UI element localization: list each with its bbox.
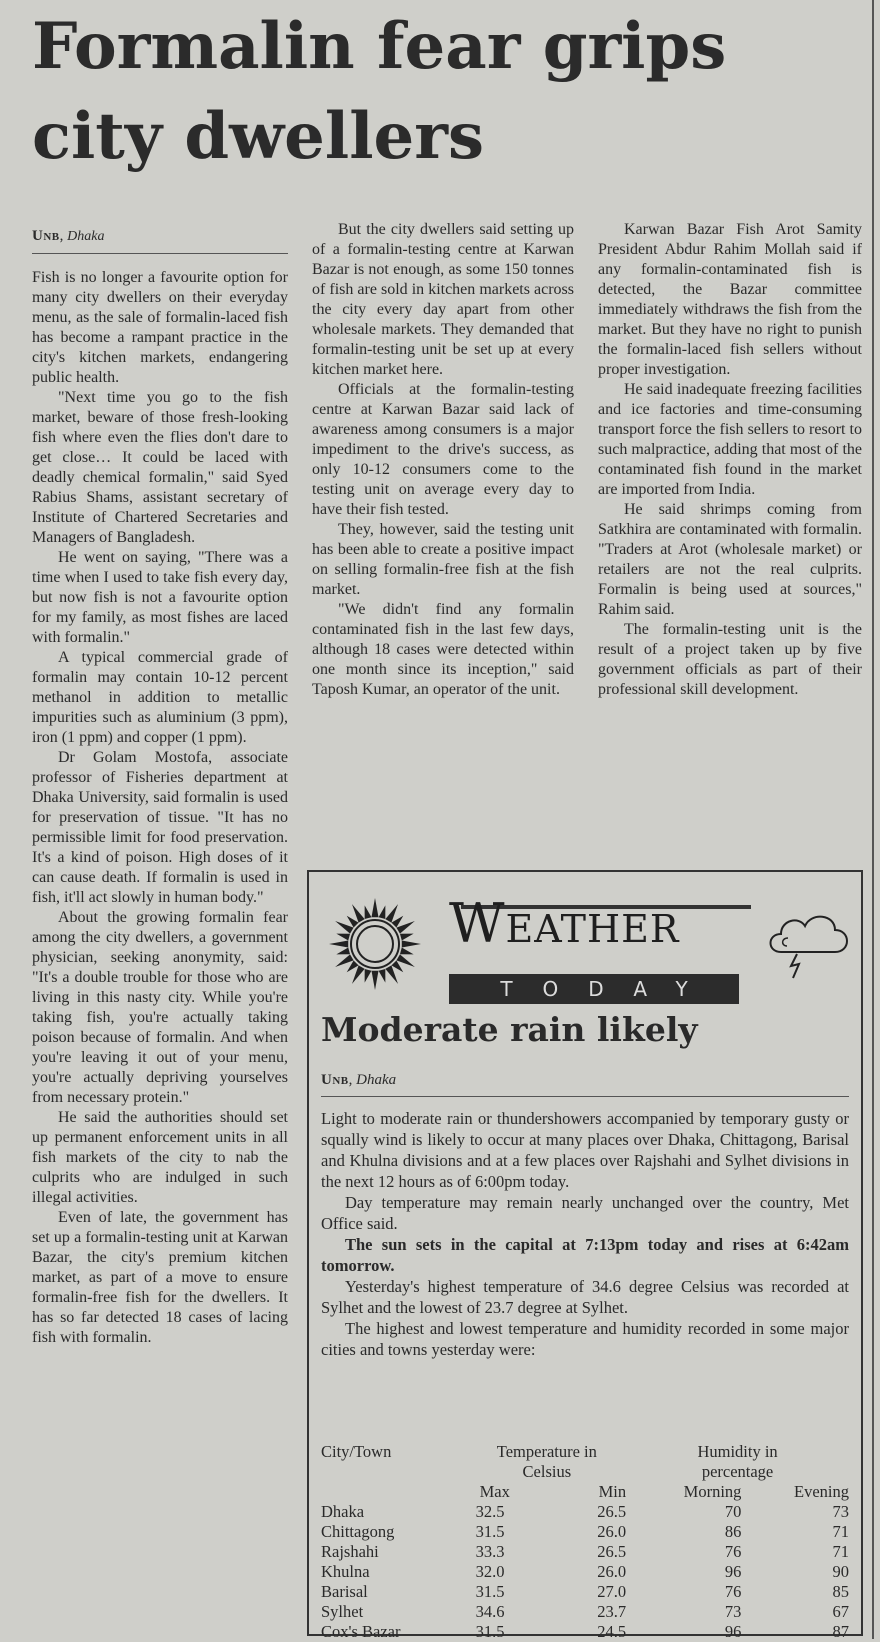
cell-morning: 76 bbox=[724, 1582, 742, 1601]
cell-morning: 76 bbox=[724, 1542, 742, 1561]
header-city: City/Town bbox=[321, 1442, 392, 1461]
cell-min: 26.5 bbox=[597, 1542, 627, 1561]
cell-city: Dhaka bbox=[321, 1502, 365, 1521]
paragraph: Even of late, the government has set up a formalin-testing unit at Karwan Bazar, the city's premium kitchen market, as part of a move to ensure formalin-free fish for the dwellers. It has so far detected 18 cases of lacing fish with formalin. bbox=[32, 1209, 288, 1346]
weather-paragraph: Day temperature may remain nearly unchanged over the country, Met Office said. bbox=[321, 1193, 849, 1233]
header-celsius: Celsius bbox=[522, 1462, 572, 1481]
cell-evening: 71 bbox=[832, 1542, 849, 1561]
weather-byline: Unb, Dhaka bbox=[321, 1070, 849, 1097]
paragraph: They, however, said the testing unit has been able to create a positive impact on selling formalin-free fish at the fish market. bbox=[312, 521, 574, 598]
header-min: Min bbox=[598, 1482, 627, 1501]
paragraph: About the growing formalin fear among the city dwellers, a government physician, seeking anonymity, said: "It's a double trouble for those who are living in this nasty city. While you're taking fish, you're actually taking poison because of formalin. And when you're leaving it out of your menu, you're actually depriving yourselves from necessary protein." bbox=[32, 909, 288, 1106]
byline-agency: Unb bbox=[32, 228, 60, 244]
cell-morning: 73 bbox=[724, 1602, 742, 1621]
byline: Unb, Dhaka bbox=[32, 226, 288, 254]
cell-max: 34.6 bbox=[475, 1602, 505, 1621]
paragraph: A typical commercial grade of formalin may contain 10-12 percent methanol in addition to metallic impurities such as aluminium (3 ppm), iron (1 ppm) and copper (1 ppm). bbox=[32, 649, 288, 746]
weather-headline: Moderate rain likely bbox=[321, 1010, 698, 1049]
header-temperature: Temperature in bbox=[496, 1442, 597, 1461]
paragraph: He said the authorities should set up permanent enforcement units in all fish markets of the city to nab the culprits who are indulged in such illegal activities. bbox=[32, 1109, 288, 1206]
header-humidity: Humidity in bbox=[697, 1442, 778, 1461]
weather-body bbox=[321, 1108, 849, 1360]
cell-min: 23.7 bbox=[597, 1602, 627, 1621]
table-row bbox=[321, 1602, 849, 1622]
cell-city: Sylhet bbox=[321, 1602, 364, 1621]
weather-paragraph: Light to moderate rain or thundershowers accompanied by temporary gusty or squally wind is likely to occur at many places over Dhaka, Chittagong, Barisal and Khulna divisions and at a few places over Rajshahi and Sylhet divisions in the next 12 hours as of 6:00pm today. bbox=[321, 1109, 849, 1191]
cell-evening: 90 bbox=[832, 1562, 849, 1581]
cell-morning: 96 bbox=[724, 1562, 742, 1581]
article-column-1 bbox=[32, 268, 288, 1348]
paragraph: Officials at the formalin-testing centre at Karwan Bazar said lack of awareness among consumers is a major impediment to the drive's success, as only 10-12 consumers come to the testing unit on average every day to have their fish tested. bbox=[312, 381, 574, 518]
cell-evening: 73 bbox=[832, 1502, 849, 1521]
cell-evening: 71 bbox=[832, 1522, 849, 1541]
weather-table bbox=[321, 1442, 849, 1642]
cell-max: 32.5 bbox=[475, 1502, 505, 1521]
weather-paragraph: Yesterday's highest temperature of 34.6 degree Celsius was recorded at Sylhet and the lowest of 23.7 degree at Sylhet. bbox=[321, 1277, 849, 1317]
cell-city: Barisal bbox=[321, 1582, 368, 1601]
cell-max: 31.5 bbox=[475, 1582, 505, 1601]
paragraph: He said inadequate freezing facilities and ice factories and time-consuming transport force the fish sellers to resort to such malpractice, adding that most of the contaminated fish found in the market are imported from India. bbox=[598, 381, 862, 498]
paragraph: The formalin-testing unit is the result of a project taken up by five government officials as part of their professional skill development. bbox=[598, 621, 862, 698]
column-rule bbox=[872, 0, 874, 1639]
table-row bbox=[321, 1622, 849, 1642]
cell-min: 26.0 bbox=[597, 1562, 627, 1581]
table-row bbox=[321, 1542, 849, 1562]
header-morning: Morning bbox=[683, 1482, 742, 1501]
cell-max: 31.5 bbox=[475, 1522, 505, 1541]
paragraph: But the city dwellers said setting up of a formalin-testing centre at Karwan Bazar is not enough, as some 150 tonnes of fish are sold in kitchen markets across the city every day apart from other wholesale markets. They demanded that formalin-testing unit be set up at every kitchen market here. bbox=[312, 221, 574, 378]
weather-paragraph: The highest and lowest temperature and humidity recorded in some major cities and towns yesterday were: bbox=[321, 1319, 849, 1359]
header-percentage: percentage bbox=[701, 1462, 774, 1481]
cell-city: Khulna bbox=[321, 1562, 370, 1581]
cell-min: 27.0 bbox=[597, 1582, 627, 1601]
cell-city: Cox's Bazar bbox=[321, 1622, 401, 1641]
header-evening: Evening bbox=[794, 1482, 849, 1501]
weather-box bbox=[307, 870, 863, 1641]
cell-evening: 85 bbox=[832, 1582, 849, 1601]
table-row bbox=[321, 1562, 849, 1582]
paragraph: Karwan Bazar Fish Arot Samity President Abdur Rahim Mollah said if any formalin-contaminated fish is detected, the Bazar committee immediately withdraws the fish from the market. But they have no right to punish the formalin-laced fish sellers without proper investigation. bbox=[598, 221, 862, 378]
cell-evening: 67 bbox=[832, 1602, 849, 1621]
sun-icon bbox=[325, 894, 425, 994]
cell-city: Chittagong bbox=[321, 1522, 395, 1541]
weather-logo bbox=[321, 882, 849, 1002]
thunder-cloud-icon bbox=[761, 902, 857, 982]
header-max: Max bbox=[479, 1482, 510, 1501]
table-row bbox=[321, 1582, 849, 1602]
paragraph: He went on saying, "There was a time when I used to take fish every day, but now fish is not a favourite option for my family, as most fishes are laced with formalin." bbox=[32, 549, 288, 646]
table-row bbox=[321, 1502, 849, 1522]
paragraph: "Next time you go to the fish market, beware of those fresh-looking fish where even the flies don't dare to get close… It could be laced with deadly chemical formalin," said Syed Rabius Shams, assistant secretary of Institute of Chartered Secretaries and Managers of Bangladesh. bbox=[32, 389, 288, 546]
paragraph: "We didn't find any formalin contaminated fish in the last few days, although 18 cases were detected within one month since its inception," said Taposh Kumar, an operator of the unit. bbox=[312, 601, 574, 698]
cell-morning: 96 bbox=[724, 1622, 742, 1641]
table-row bbox=[321, 1522, 849, 1542]
paragraph: Dr Golam Mostofa, associate professor of Fisheries department at Dhaka University, said formalin is used for preservation of tissue. "It has no permissible limit for food preservation. It's a kind of poison. High doses of it can cause death. If formalin is used in fish, it'll act slowly in human body." bbox=[32, 749, 288, 906]
cell-max: 33.3 bbox=[475, 1542, 505, 1561]
weather-logo-title: Weather bbox=[449, 892, 680, 955]
cell-min: 24.5 bbox=[597, 1622, 627, 1641]
weather-paragraph: The sun sets in the capital at 7:13pm today and rises at 6:42am tomorrow. bbox=[321, 1235, 849, 1275]
weather-byline-place: Dhaka bbox=[356, 1072, 397, 1088]
headline: Formalin fear grips city dwellers bbox=[32, 9, 727, 174]
cell-city: Rajshahi bbox=[321, 1542, 379, 1561]
cell-min: 26.0 bbox=[597, 1522, 627, 1541]
cell-evening: 87 bbox=[832, 1622, 849, 1641]
paragraph: Fish is no longer a favourite option for many city dwellers on their everyday menu, as the sale of formalin-laced fish has become a rampant practice in the city's kitchen markets, endangering public health. bbox=[32, 269, 288, 386]
article-column-3 bbox=[598, 220, 862, 700]
cell-min: 26.5 bbox=[597, 1502, 627, 1521]
paragraph: He said shrimps coming from Satkhira are contaminated with formalin. "Traders at Arot (wholesale market) or retailers are not the real culprits. Formalin is being used at sources," Rahim said. bbox=[598, 501, 862, 618]
cell-morning: 70 bbox=[724, 1502, 742, 1521]
byline-place: Dhaka bbox=[67, 229, 105, 244]
weather-byline-agency: Unb bbox=[321, 1072, 349, 1088]
weather-logo-today: TODAY bbox=[449, 974, 739, 1004]
article-column-2 bbox=[312, 220, 574, 700]
cell-max: 32.0 bbox=[475, 1562, 505, 1581]
cell-max: 31.5 bbox=[475, 1622, 505, 1641]
cell-morning: 86 bbox=[724, 1522, 742, 1541]
